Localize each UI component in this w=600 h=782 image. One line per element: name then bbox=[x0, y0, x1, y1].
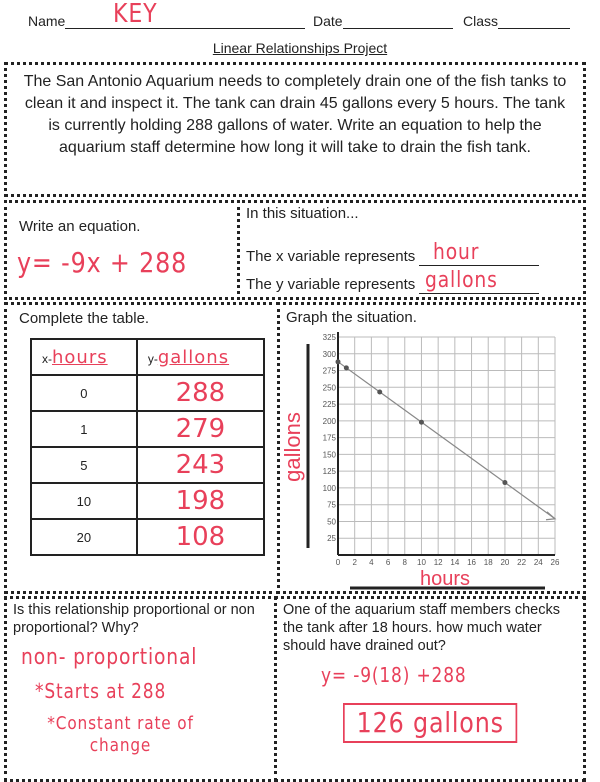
x-cell: 5 bbox=[31, 447, 137, 483]
proportional-answer: non- proportional bbox=[21, 645, 198, 670]
x-tick-label: 14 bbox=[450, 558, 460, 567]
y-variable-answer: gallons bbox=[425, 268, 499, 293]
variables-heading: In this situation... bbox=[246, 205, 359, 222]
data-point bbox=[502, 480, 507, 485]
graph-title: Graph the situation. bbox=[286, 309, 417, 326]
class-label: Class bbox=[463, 13, 499, 29]
x-header-label: x- bbox=[42, 351, 52, 366]
y-header-cell bbox=[137, 339, 264, 375]
x-tick-label: 0 bbox=[335, 558, 341, 567]
table-row bbox=[31, 519, 264, 555]
data-point bbox=[344, 365, 349, 370]
equation-answer: y= -9x + 288 bbox=[17, 246, 188, 279]
problem-box bbox=[4, 62, 586, 197]
equation-prompt: Write an equation. bbox=[19, 218, 141, 235]
y-tick-label: 300 bbox=[322, 349, 336, 359]
name-field bbox=[28, 0, 305, 29]
x-tick-label: 16 bbox=[467, 558, 476, 567]
x-tick-label: 22 bbox=[517, 558, 527, 567]
drained-prompt: One of the aquarium staff members checks the tank after 18 hours. how much water should have drained out? bbox=[283, 602, 560, 654]
y-cell: 243 bbox=[137, 447, 264, 483]
x-cell: 1 bbox=[31, 411, 137, 447]
y-tick-label: 125 bbox=[322, 467, 336, 477]
y-tick-label: 25 bbox=[327, 534, 336, 544]
y-cell: 198 bbox=[137, 483, 264, 519]
proportional-prompt: Is this relationship proportional or non proportional? Why? bbox=[13, 602, 255, 636]
y-header-value: gallons bbox=[157, 346, 230, 368]
proportional-box bbox=[4, 596, 277, 782]
x-variable-prompt: The x variable represents bbox=[246, 248, 416, 265]
name-label: Name bbox=[28, 13, 66, 29]
y-header-label: y- bbox=[147, 351, 158, 366]
name-value: KEY bbox=[113, 0, 158, 29]
x-tick-label: 20 bbox=[500, 558, 510, 567]
data-point bbox=[377, 390, 382, 395]
graph-chart bbox=[280, 322, 580, 592]
values-table bbox=[30, 338, 265, 556]
x-tick-label: 18 bbox=[483, 558, 493, 567]
y-tick-label: 100 bbox=[322, 483, 336, 493]
x-tick-label: 6 bbox=[385, 558, 391, 567]
y-variable-row bbox=[246, 268, 539, 294]
drained-box bbox=[274, 596, 586, 782]
table-header-row bbox=[31, 339, 264, 375]
table-row bbox=[31, 447, 264, 483]
x-header-cell bbox=[31, 339, 137, 375]
x-tick-label: 24 bbox=[533, 558, 543, 567]
ylabel: gallons bbox=[280, 412, 305, 482]
date-field bbox=[313, 12, 453, 29]
table-row bbox=[31, 375, 264, 411]
table-row bbox=[31, 483, 264, 519]
title-wrap bbox=[0, 40, 600, 56]
x-tick-label: 2 bbox=[352, 558, 357, 567]
drained-answer: 126 gallons bbox=[343, 703, 518, 743]
x-tick-label: 12 bbox=[433, 558, 443, 567]
xlabel: hours bbox=[419, 568, 471, 590]
trend-line bbox=[338, 362, 555, 519]
class-field bbox=[463, 12, 570, 29]
x-tick-label: 8 bbox=[402, 558, 407, 567]
data-point bbox=[336, 359, 341, 364]
x-tick-label: 26 bbox=[550, 558, 560, 567]
equation-box bbox=[4, 200, 240, 300]
page-title: Linear Relationships Project bbox=[212, 40, 388, 56]
x-cell: 10 bbox=[31, 483, 137, 519]
date-label: Date bbox=[313, 13, 343, 29]
y-cell: 108 bbox=[137, 519, 264, 555]
y-cell: 279 bbox=[137, 411, 264, 447]
table-prompt: Complete the table. bbox=[19, 310, 150, 327]
y-tick-label: 275 bbox=[322, 366, 336, 376]
x-cell: 20 bbox=[31, 519, 137, 555]
y-cell: 288 bbox=[137, 375, 264, 411]
y-tick-label: 175 bbox=[322, 433, 336, 443]
y-tick-label: 75 bbox=[327, 500, 336, 510]
proportional-reason: *Starts at 288 bbox=[35, 679, 167, 703]
y-tick-label: 200 bbox=[322, 416, 336, 426]
data-point bbox=[419, 420, 424, 425]
x-cell: 0 bbox=[31, 375, 137, 411]
table-row bbox=[31, 411, 264, 447]
y-tick-label: 50 bbox=[327, 517, 336, 527]
drained-work: y= -9(18) +288 bbox=[321, 663, 467, 687]
x-variable-answer: hour bbox=[433, 240, 480, 265]
y-variable-prompt: The y variable represents bbox=[246, 276, 416, 293]
problem-text: The San Antonio Aquarium needs to completely drain one of the fish tanks to clean it and inspect it. The tank can drain 45 gallons every 5 hours. The tank is currently holding 288 gallons of water. Write an equation to help the aquarium staff determine how long it will take to drain the fish tank. bbox=[23, 73, 567, 156]
x-tick-label: 4 bbox=[369, 558, 374, 567]
proportional-reason: *Constant rate of change bbox=[47, 713, 194, 756]
y-tick-label: 325 bbox=[322, 333, 336, 342]
x-tick-label: 10 bbox=[417, 558, 426, 567]
x-header-value: hours bbox=[52, 346, 108, 368]
y-tick-label: 150 bbox=[322, 450, 336, 460]
y-tick-label: 225 bbox=[322, 400, 336, 410]
x-variable-row bbox=[246, 240, 539, 266]
variables-box bbox=[237, 200, 586, 300]
y-tick-label: 250 bbox=[322, 383, 336, 393]
